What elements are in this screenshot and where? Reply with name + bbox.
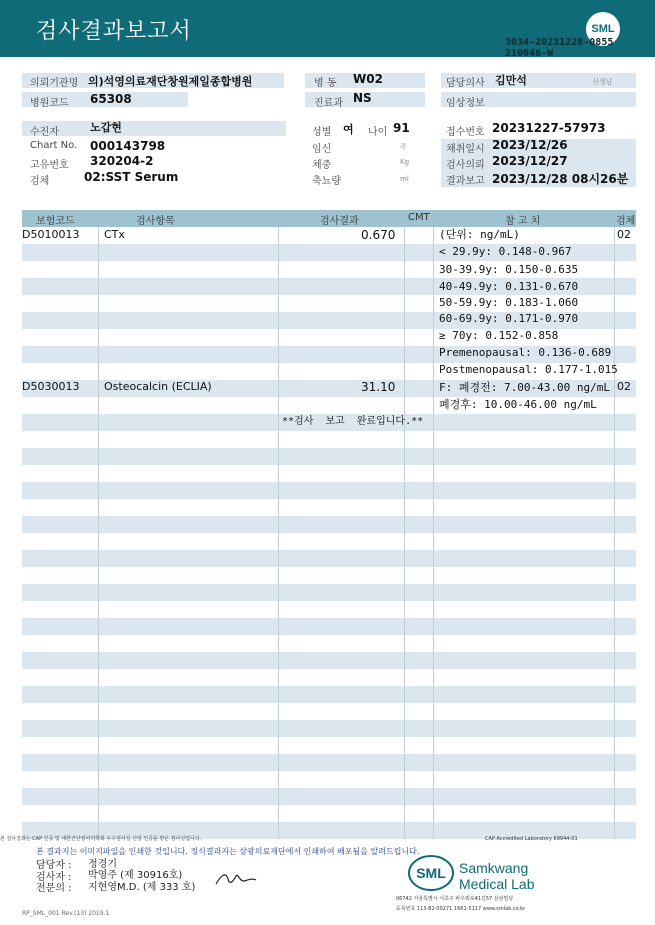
sml-logo-icon: SML [586,12,620,46]
dept-label: 진료과 [314,98,343,109]
pregnancy-label: 임신 [312,144,332,155]
receipt-label: 접수번호 [446,127,485,138]
request-date: 2023/12/27 [492,154,568,168]
table-row [22,669,636,686]
report-complete-note: **검사 보고 완료입니다.** [282,416,424,427]
hospital-name: 의)석영의료재단창원제일종합병원 [88,75,253,88]
print-notice: 본 결과지는 이미지파일을 인쇄한 것입니다. 정식결과지는 삼광의료재단에서 인쇄하여 배포됨을 알려드립니다. [36,847,420,856]
row2-item: Osteocalcin (ECLIA) [104,380,212,393]
report-title: 검사결과보고서 [36,19,192,44]
row2-result: 31.10 [361,380,396,394]
specimen-label: 검체 [30,176,50,187]
collect-label: 채취일시 [446,144,485,155]
col-specimen: 검체 [616,216,636,227]
table-row [22,499,636,516]
report-label: 결과보고 [446,176,485,187]
age-label: 나이 [368,127,388,138]
ref-ctx-2: < 29.9y: 0.148-0.967 [439,245,572,258]
results-table-header [22,210,636,227]
ref-osteo-2: 폐경후: 10.00-46.00 ng/mL [439,398,597,411]
age: 91 [393,121,410,135]
row1-specimen: 02 [617,228,631,241]
doctor-label: 담당의사 [446,78,485,89]
table-row [22,703,636,720]
ref-ctx-4: 40-49.9y: 0.131-0.670 [439,280,579,293]
weight-label: 체중 [312,160,332,171]
table-row [22,652,636,669]
row1-code: D5010013 [22,228,80,241]
doctor-suffix: 선생님 [592,78,613,86]
specimen: 02:SST Serum [84,170,179,184]
row2-code: D5030013 [22,380,80,393]
table-row [22,635,636,652]
table-row [22,465,636,482]
staff1-label: 담당자 : [36,860,72,871]
table-row [22,788,636,805]
row1-item: CTx [104,228,125,241]
ref-ctx-9: Postmenopausal: 0.177-1.015 [439,363,618,376]
staff3-name: 지현영M.D. (제 333 호) [88,882,196,893]
weight-unit: Kg [400,158,410,166]
staff3-label: 전문의 : [36,883,72,894]
table-row [22,431,636,448]
cap-note: 본 검사결과는 CAP 인증 및 대한진단검사의학회 우수검사실 신임 인증을 받은 검사실입니다. [0,836,202,842]
ref-ctx-6: 60-69.9y: 0.171-0.970 [439,312,579,325]
receipt-number: 20231227-57973 [492,121,606,135]
table-row [22,686,636,703]
ref-ctx-5: 50-59.9y: 0.183-1.060 [439,296,579,309]
table-row [22,720,636,737]
staff2-name: 박영주 (제 30916호) [88,870,183,881]
urine-unit: ml [400,175,409,183]
table-row [22,754,636,771]
code-label: 병원코드 [30,98,69,109]
table-row [22,737,636,754]
form-number: RP_SML_001 Rev.(13) 2019.1 [22,910,110,917]
ref-ctx-7: ≥ 70y: 0.152-0.858 [439,329,559,342]
patient-name: 노갑현 [90,121,122,134]
col-code: 보험코드 [36,216,75,227]
collect-date: 2023/12/26 [492,138,568,152]
chart-label: Chart No. [30,140,78,151]
ref-ctx-1: (단위: ng/mL) [439,228,520,241]
urine-label: 축뇨량 [312,176,341,187]
clinical-label: 임상정보 [446,98,485,109]
table-row [22,805,636,822]
lab-contact: 등록번호 113-82-00271 1661-5117 www.smlab.co.kr [396,906,526,912]
table-row [22,618,636,635]
patient-label: 수진자 [30,127,59,138]
table-row [22,567,636,584]
pregnancy-unit: 주 [400,143,407,151]
table-row [22,516,636,533]
doctor-name: 김만석 [495,74,527,87]
table-row [22,533,636,550]
col-item: 검사항목 [136,216,175,227]
report-date: 2023/12/28 08시26분 [492,172,629,186]
ward: W02 [353,72,383,86]
col-cmt: CMT [408,212,430,223]
ref-ctx-8: Premenopausal: 0.136-0.689 [439,346,612,359]
staff2-label: 검사자 : [36,872,72,883]
ref-osteo-1: F: 폐경전: 7.00-43.00 ng/mL [439,381,610,394]
samkwang-logo-icon [408,855,454,891]
hospital-label: 의뢰기관명 [30,78,79,89]
table-row [22,482,636,499]
ward-label: 병 동 [314,78,337,89]
chart-number: 000143798 [90,139,166,153]
dept: NS [353,91,372,105]
col-reference: 참 고 치 [505,216,541,227]
lab-name-line2: Medical Lab [459,876,535,892]
table-row [22,550,636,567]
row2-specimen: 02 [617,380,631,393]
signature-icon [214,870,258,888]
lab-address: 06742 서울특별시 서초구 바우뫼로41길57 삼광빌딩 [396,896,514,902]
cap-number: CAP Accredited Laboratory 69944-01 [485,836,578,842]
patient-id: 320204-2 [90,154,154,168]
svg-text:SML: SML [416,865,446,881]
table-row [22,771,636,788]
col-result: 검사결과 [320,216,359,227]
doc-number: 3034-20231228-0855 [505,37,614,48]
id-label: 고유번호 [30,160,69,171]
request-label: 검사의뢰 [446,160,485,171]
hospital-code: 65308 [90,92,132,106]
table-row [22,601,636,618]
report-header [0,0,655,57]
doc-number-suffix: 210046-W [505,48,554,59]
row1-result: 0.670 [361,228,396,242]
table-row [22,584,636,601]
staff1-name: 정경기 [88,859,117,870]
table-row [22,448,636,465]
sex: 여 [343,123,354,136]
ref-ctx-3: 30-39.9y: 0.150-0.635 [439,263,579,276]
lab-name-line1: Samkwang [459,860,529,876]
sex-label: 성별 [312,127,332,138]
